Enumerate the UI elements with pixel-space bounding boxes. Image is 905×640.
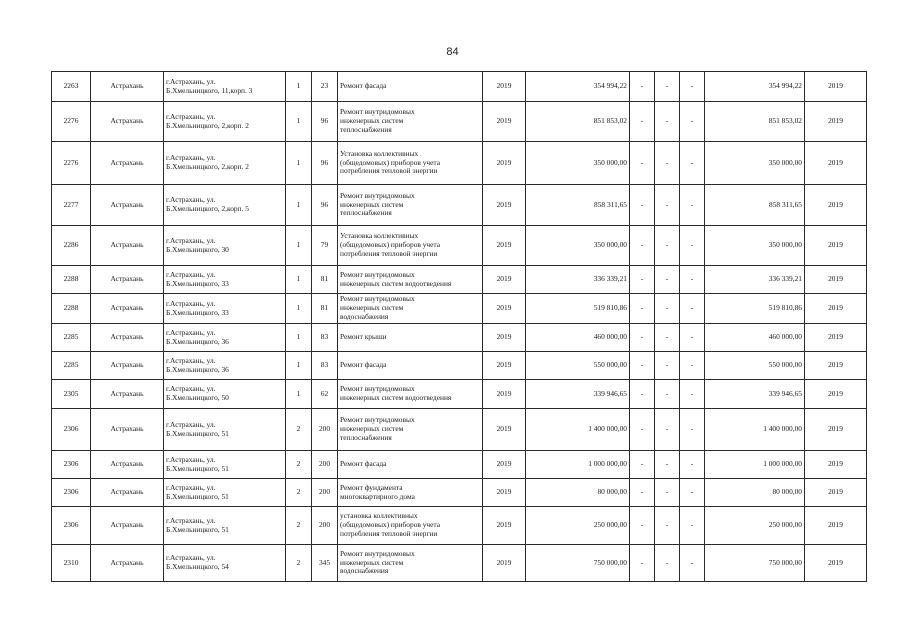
address-line-2: Б.Хмельницкого, 54 [166,562,229,571]
cell-city: Астрахань [91,266,164,294]
cell-work-type [338,545,483,582]
cell-address [164,545,286,582]
cell-work-type [338,352,483,380]
cell-year: 2019 [483,185,526,226]
cell-apartments: 345 [312,545,338,582]
cell-id: 2286 [52,226,91,266]
cell-apartments: 83 [312,324,338,352]
table-row [52,507,867,545]
cell-address [164,185,286,226]
address-line-1: г.Астрахань, ул. [166,111,216,121]
work-type-line: Ремонт внутридомовых [340,190,415,200]
work-type-line: инженерных систем [340,199,404,209]
address-line-1: г.Астрахань, ул. [166,454,216,464]
cell-apartments: 83 [312,352,338,380]
cell-total-cost: 80 000,00 [526,479,630,507]
work-type-line: Ремонт фасада [340,459,387,469]
work-type-line: Ремонт внутридомовых [340,269,415,279]
cell-city: Астрахань [91,451,164,479]
cell-floors: 1 [286,294,312,324]
cell-fund-2: - [655,409,680,451]
cell-id: 2306 [52,507,91,545]
cell-floors: 1 [286,352,312,380]
cell-fund-3: - [680,451,705,479]
cell-work-type [338,72,483,102]
cell-work-type [338,479,483,507]
cell-total-cost: 750 000,00 [526,545,630,582]
cell-work-type [338,409,483,451]
cell-owners-funds: 336 339,21 [705,266,805,294]
cell-fund-2: - [655,380,680,409]
cell-apartments: 81 [312,294,338,324]
cell-year: 2019 [483,72,526,102]
work-type-line: инженерных систем водоотведения [340,278,452,288]
cell-year: 2019 [483,266,526,294]
address-line-1: г.Астрахань, ул. [166,515,216,525]
cell-address [164,380,286,409]
cell-total-cost: 1 400 000,00 [526,409,630,451]
cell-floors: 2 [286,479,312,507]
cell-year: 2019 [483,451,526,479]
cell-id: 2276 [52,102,91,142]
cell-apartments: 62 [312,380,338,409]
cell-total-cost: 519 810,86 [526,294,630,324]
work-type-line: Установка коллективных [340,231,419,241]
cell-fund-3: - [680,380,705,409]
cell-owners-funds: 460 000,00 [705,324,805,352]
cell-floors: 2 [286,451,312,479]
cell-id: 2276 [52,142,91,185]
cell-city: Астрахань [91,324,164,352]
address-line-1: г.Астрахань, ул. [166,76,216,86]
address-line-2: Б.Хмельницкого, 51 [166,524,229,534]
work-type-line: Установка коллективных [340,148,419,158]
work-type-line: инженерных систем [340,116,404,126]
cell-fund-1: - [630,142,655,185]
cell-fund-2: - [655,324,680,352]
cell-address [164,226,286,266]
cell-total-cost: 550 000,00 [526,352,630,380]
cell-floors: 2 [286,507,312,545]
table-row [52,409,867,451]
cell-floors: 1 [286,380,312,409]
cell-fund-3: - [680,72,705,102]
cell-address [164,507,286,545]
cell-fund-1: - [630,507,655,545]
cell-completion-year: 2019 [805,545,867,582]
cell-fund-1: - [630,185,655,226]
cell-fund-2: - [655,545,680,582]
cell-fund-2: - [655,479,680,507]
cell-total-cost: 354 994,22 [526,72,630,102]
cell-fund-3: - [680,226,705,266]
cell-apartments: 23 [312,72,338,102]
cell-id: 2306 [52,409,91,451]
cell-fund-1: - [630,479,655,507]
cell-city: Астрахань [91,409,164,451]
cell-total-cost: 460 000,00 [526,324,630,352]
cell-city: Астрахань [91,507,164,545]
cell-id: 2288 [52,266,91,294]
cell-apartments: 96 [312,185,338,226]
cell-completion-year: 2019 [805,507,867,545]
cell-id: 2285 [52,324,91,352]
cell-apartments: 79 [312,226,338,266]
cell-floors: 1 [286,324,312,352]
cell-id: 2288 [52,294,91,324]
cell-completion-year: 2019 [805,352,867,380]
cell-id: 2285 [52,352,91,380]
cell-city: Астрахань [91,226,164,266]
cell-address [164,409,286,451]
work-type-line: (общедомовых) приборов учета [340,520,441,530]
cell-city: Астрахань [91,294,164,324]
cell-city: Астрахань [91,545,164,582]
cell-fund-2: - [655,352,680,380]
cell-fund-1: - [630,324,655,352]
cell-apartments: 200 [312,507,338,545]
cell-fund-3: - [680,142,705,185]
cell-year: 2019 [483,142,526,185]
cell-fund-1: - [630,294,655,324]
cell-id: 2305 [52,380,91,409]
address-line-2: Б.Хмельницкого, 2,корп. 2 [166,162,249,171]
cell-work-type [338,266,483,294]
cell-fund-2: - [655,226,680,266]
work-type-line: Ремонт фасада [340,360,387,370]
work-type-line: установка коллективных [340,511,418,521]
cell-city: Астрахань [91,185,164,226]
cell-owners-funds: 354 994,22 [705,72,805,102]
work-type-line: Ремонт внутридомовых [340,107,415,117]
cell-year: 2019 [483,226,526,266]
cell-year: 2019 [483,545,526,582]
cell-address [164,451,286,479]
work-type-line: многоквартирного дома [340,491,415,501]
work-type-line: инженерных систем водоотведения [340,393,452,402]
work-type-line: (общедомовых) приборов учета [340,240,441,250]
cell-owners-funds: 1 000 000,00 [705,451,805,479]
address-line-1: г.Астрахань, ул. [166,553,216,563]
cell-owners-funds: 519 810,86 [705,294,805,324]
cell-floors: 2 [286,409,312,451]
work-type-line: Ремонт фасада [340,81,387,91]
cell-total-cost: 1 000 000,00 [526,451,630,479]
cell-year: 2019 [483,507,526,545]
cell-work-type [338,185,483,226]
cell-work-type [338,380,483,409]
work-type-line: Ремонт внутридомовых [340,294,415,304]
cell-id: 2306 [52,479,91,507]
address-line-2: Б.Хмельницкого, 51 [166,463,229,473]
cell-fund-1: - [630,380,655,409]
cell-total-cost: 858 311,65 [526,185,630,226]
cell-floors: 2 [286,545,312,582]
work-type-line: водоснабжения [340,566,389,576]
cell-year: 2019 [483,102,526,142]
table-row [52,142,867,185]
work-type-line: теплоснабжения [340,124,392,134]
cell-fund-2: - [655,451,680,479]
cell-apartments: 200 [312,479,338,507]
table-row [52,380,867,409]
cell-fund-1: - [630,409,655,451]
cell-fund-2: - [655,507,680,545]
address-line-2: Б.Хмельницкого, 51 [166,491,229,501]
cell-fund-3: - [680,102,705,142]
cell-address [164,142,286,185]
cell-year: 2019 [483,324,526,352]
cell-apartments: 200 [312,409,338,451]
cell-year: 2019 [483,409,526,451]
cell-fund-2: - [655,266,680,294]
cell-completion-year: 2019 [805,226,867,266]
cell-year: 2019 [483,479,526,507]
cell-fund-2: - [655,142,680,185]
address-line-2: Б.Хмельницкого, 2,корп. 5 [166,204,249,213]
table-row [52,266,867,294]
work-type-line: теплоснабжения [340,208,392,218]
address-line-1: г.Астрахань, ул. [166,355,216,365]
table-row [52,352,867,380]
capital-repair-table [51,71,867,582]
address-line-2: Б.Хмельницкого, 2,корп. 2 [166,120,249,130]
address-line-1: г.Астрахань, ул. [166,419,216,429]
cell-floors: 1 [286,72,312,102]
cell-fund-1: - [630,451,655,479]
cell-total-cost: 350 000,00 [526,142,630,185]
cell-city: Астрахань [91,142,164,185]
address-line-2: Б.Хмельницкого, 33 [166,278,229,288]
work-type-line: инженерных систем [340,303,404,313]
cell-fund-3: - [680,294,705,324]
cell-floors: 1 [286,102,312,142]
address-line-1: г.Астрахань, ул. [166,269,216,279]
cell-city: Астрахань [91,479,164,507]
cell-id: 2310 [52,545,91,582]
cell-address [164,479,286,507]
address-line-2: Б.Хмельницкого, 36 [166,364,229,374]
cell-fund-3: - [680,185,705,226]
address-line-2: Б.Хмельницкого, 51 [166,428,229,438]
cell-owners-funds: 350 000,00 [705,226,805,266]
cell-work-type [338,507,483,545]
cell-completion-year: 2019 [805,479,867,507]
table-row [52,479,867,507]
work-type-line: инженерных систем [340,424,404,434]
cell-floors: 1 [286,226,312,266]
cell-fund-1: - [630,352,655,380]
address-line-2: Б.Хмельницкого, 33 [166,307,229,317]
cell-apartments: 96 [312,142,338,185]
cell-completion-year: 2019 [805,324,867,352]
work-type-line: потребления тепловой энергии [340,248,438,258]
cell-address [164,324,286,352]
work-type-line: Ремонт фундамента [340,482,403,492]
cell-fund-3: - [680,479,705,507]
address-line-1: г.Астрахань, ул. [166,384,216,394]
cell-fund-1: - [630,266,655,294]
cell-apartments: 200 [312,451,338,479]
cell-fund-3: - [680,409,705,451]
address-line-1: г.Астрахань, ул. [166,482,216,492]
cell-work-type [338,226,483,266]
table-row [52,185,867,226]
cell-work-type [338,451,483,479]
table-row [52,545,867,582]
table-row [52,324,867,352]
cell-completion-year: 2019 [805,72,867,102]
cell-apartments: 81 [312,266,338,294]
cell-owners-funds: 858 311,65 [705,185,805,226]
cell-total-cost: 336 339,21 [526,266,630,294]
work-type-line: (общедомовых) приборов учета [340,157,441,167]
cell-completion-year: 2019 [805,142,867,185]
table-row [52,226,867,266]
address-line-1: г.Астрахань, ул. [166,195,216,205]
address-line-2: Б.Хмельницкого, 11,корп. 3 [166,85,253,95]
cell-fund-2: - [655,294,680,324]
cell-year: 2019 [483,352,526,380]
cell-id: 2277 [52,185,91,226]
cell-completion-year: 2019 [805,185,867,226]
cell-total-cost: 250 000,00 [526,507,630,545]
cell-fund-1: - [630,545,655,582]
cell-id: 2306 [52,451,91,479]
work-type-line: Ремонт внутридомовых [340,548,415,558]
cell-fund-2: - [655,102,680,142]
cell-fund-2: - [655,185,680,226]
cell-work-type [338,142,483,185]
cell-owners-funds: 550 000,00 [705,352,805,380]
address-line-1: г.Астрахань, ул. [166,298,216,308]
cell-work-type [338,294,483,324]
cell-fund-2: - [655,72,680,102]
work-type-line: Ремонт внутридомовых [340,384,415,394]
address-line-1: г.Астрахань, ул. [166,153,216,163]
cell-completion-year: 2019 [805,294,867,324]
cell-apartments: 96 [312,102,338,142]
work-type-line: Ремонт внутридомовых [340,415,415,425]
cell-address [164,102,286,142]
cell-address [164,266,286,294]
table-row [52,294,867,324]
cell-owners-funds: 851 853,02 [705,102,805,142]
table-row [52,102,867,142]
cell-completion-year: 2019 [805,409,867,451]
cell-year: 2019 [483,380,526,409]
cell-total-cost: 339 946,65 [526,380,630,409]
cell-city: Астрахань [91,380,164,409]
cell-owners-funds: 350 000,00 [705,142,805,185]
work-type-line: потребления тепловой энергии [340,166,438,176]
address-line-1: г.Астрахань, ул. [166,235,216,245]
cell-total-cost: 851 853,02 [526,102,630,142]
cell-fund-3: - [680,545,705,582]
address-line-1: г.Астрахань, ул. [166,327,216,337]
cell-address [164,352,286,380]
cell-owners-funds: 1 400 000,00 [705,409,805,451]
work-type-line: потребления тепловой энергии [340,528,438,538]
work-type-line: Ремонт крыши [340,332,387,342]
cell-owners-funds: 80 000,00 [705,479,805,507]
work-type-line: инженерных систем [340,557,404,567]
cell-fund-3: - [680,507,705,545]
table-body [52,72,867,582]
table-row [52,72,867,102]
cell-fund-3: - [680,324,705,352]
address-line-2: Б.Хмельницкого, 36 [166,336,229,346]
address-line-2: Б.Хмельницкого, 30 [166,244,229,254]
cell-fund-1: - [630,226,655,266]
cell-owners-funds: 339 946,65 [705,380,805,409]
work-type-line: теплоснабжения [340,432,392,442]
cell-fund-3: - [680,352,705,380]
cell-floors: 1 [286,266,312,294]
address-line-2: Б.Хмельницкого, 50 [166,393,229,402]
cell-city: Астрахань [91,102,164,142]
cell-fund-1: - [630,102,655,142]
cell-fund-3: - [680,266,705,294]
cell-id: 2263 [52,72,91,102]
cell-owners-funds: 250 000,00 [705,507,805,545]
cell-fund-1: - [630,72,655,102]
cell-work-type [338,324,483,352]
cell-floors: 1 [286,142,312,185]
cell-city: Астрахань [91,72,164,102]
cell-completion-year: 2019 [805,380,867,409]
cell-address [164,294,286,324]
cell-address [164,72,286,102]
cell-city: Астрахань [91,352,164,380]
page-number: 84 [446,46,459,58]
cell-total-cost: 350 000,00 [526,226,630,266]
cell-completion-year: 2019 [805,451,867,479]
cell-owners-funds: 750 000,00 [705,545,805,582]
table-row [52,451,867,479]
cell-completion-year: 2019 [805,102,867,142]
cell-year: 2019 [483,294,526,324]
cell-completion-year: 2019 [805,266,867,294]
cell-floors: 1 [286,185,312,226]
cell-work-type [338,102,483,142]
work-type-line: водоснабжения [340,311,389,321]
